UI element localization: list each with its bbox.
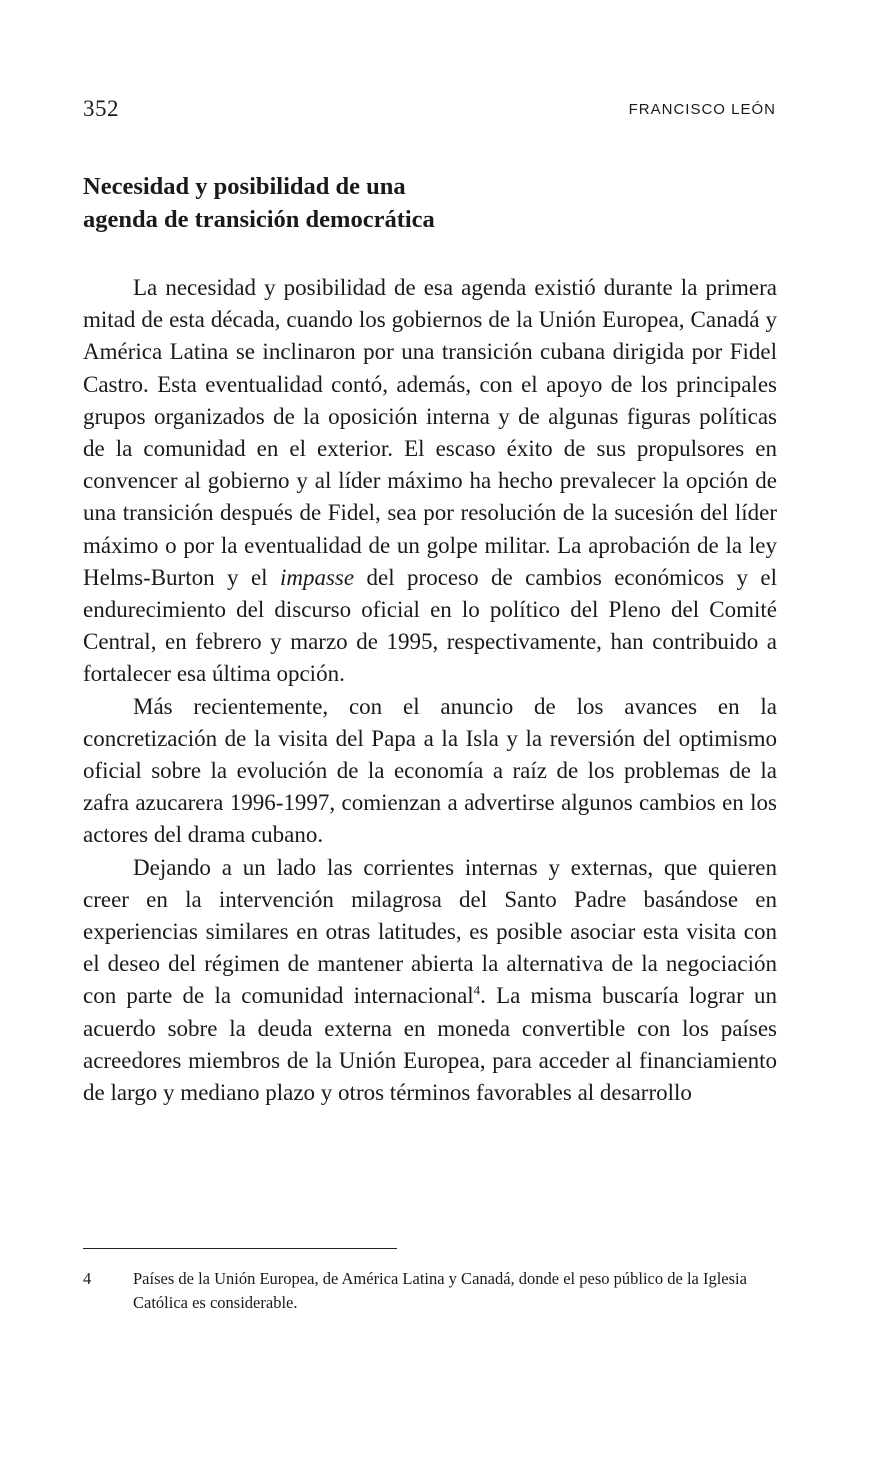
running-head: FRANCISCO LEÓN (628, 101, 776, 118)
section-title-line-2: agenda de transición democrática (83, 206, 435, 233)
footnote-reference: 4 (473, 982, 481, 998)
footnote-divider (83, 1248, 397, 1249)
paragraph-1-text-a: La necesidad y posibilidad de esa agenda existió durante la primera mitad de esta década, cuando los gobiernos de la Unión Europea, Canadá y América Latina se inclinaron por una transición cubana dirigida por Fidel Castro. Esta eventualidad contó, además, con el apoyo de los principales grupos organizados de la oposición interna y de algunas figuras políticas de la comunidad en el exterior. El escaso éxito de sus propulsores en convencer al gobierno y al líder máximo ha hecho prevalecer la opción de una transición después de Fidel, sea por resolución de la sucesión del líder máximo o por la eventualidad de un golpe militar. La aprobación de la ley Helms-Burton y el (83, 275, 777, 590)
footnote-number: 4 (83, 1269, 92, 1288)
paragraph-2: Más recientemente, con el anuncio de los avances en la concretización de la visita del Papa a la Isla y la reversión del optimismo oficial sobre la evolución de la economía a raíz de los problemas de la zafra azucarera 1996-1997, comienzan a advertirse algunos cambios en los actores del drama cubano. (83, 693, 777, 848)
page-number: 352 (83, 96, 119, 121)
footnote (83, 1267, 777, 1315)
paragraph-3 (83, 852, 777, 1110)
footnote-text: Países de la Unión Europea, de América Latina y Canadá, donde el peso público de la Iglesia Católica es considerable. (133, 1269, 747, 1312)
section-title-line-1: Necesidad y posibilidad de una (83, 173, 406, 200)
paragraph-3-text-a: Dejando a un lado las corrientes internas y externas, que quieren creer en la intervención milagrosa del Santo Padre basándose en experiencias similares en otras latitudes, es posible asociar esta visita con el deseo del régimen de mantener abierta la alternativa de la negociación con parte de la comunidad internacional (83, 854, 777, 1009)
paragraph-1 (83, 272, 777, 691)
paragraph-1-italic-term: impasse (279, 564, 355, 590)
paragraph-1-text-b: del proceso de cambios económicos y el endurecimiento del discurso oficial en lo político del Pleno del Comité Central, en febrero y marzo de 1995, respectivamente, han contribuido a fortalecer esa última opción. (83, 564, 777, 687)
section-title (83, 170, 683, 236)
body-text (83, 272, 777, 1109)
paragraph-3-text-b: . La misma buscaría lograr un acuerdo sobre la deuda externa en moneda convertible con los países acreedores miembros de la Unión Europea, para acceder al financiamiento de largo y mediano plazo y otros términos favorables al desarrollo (83, 983, 777, 1106)
